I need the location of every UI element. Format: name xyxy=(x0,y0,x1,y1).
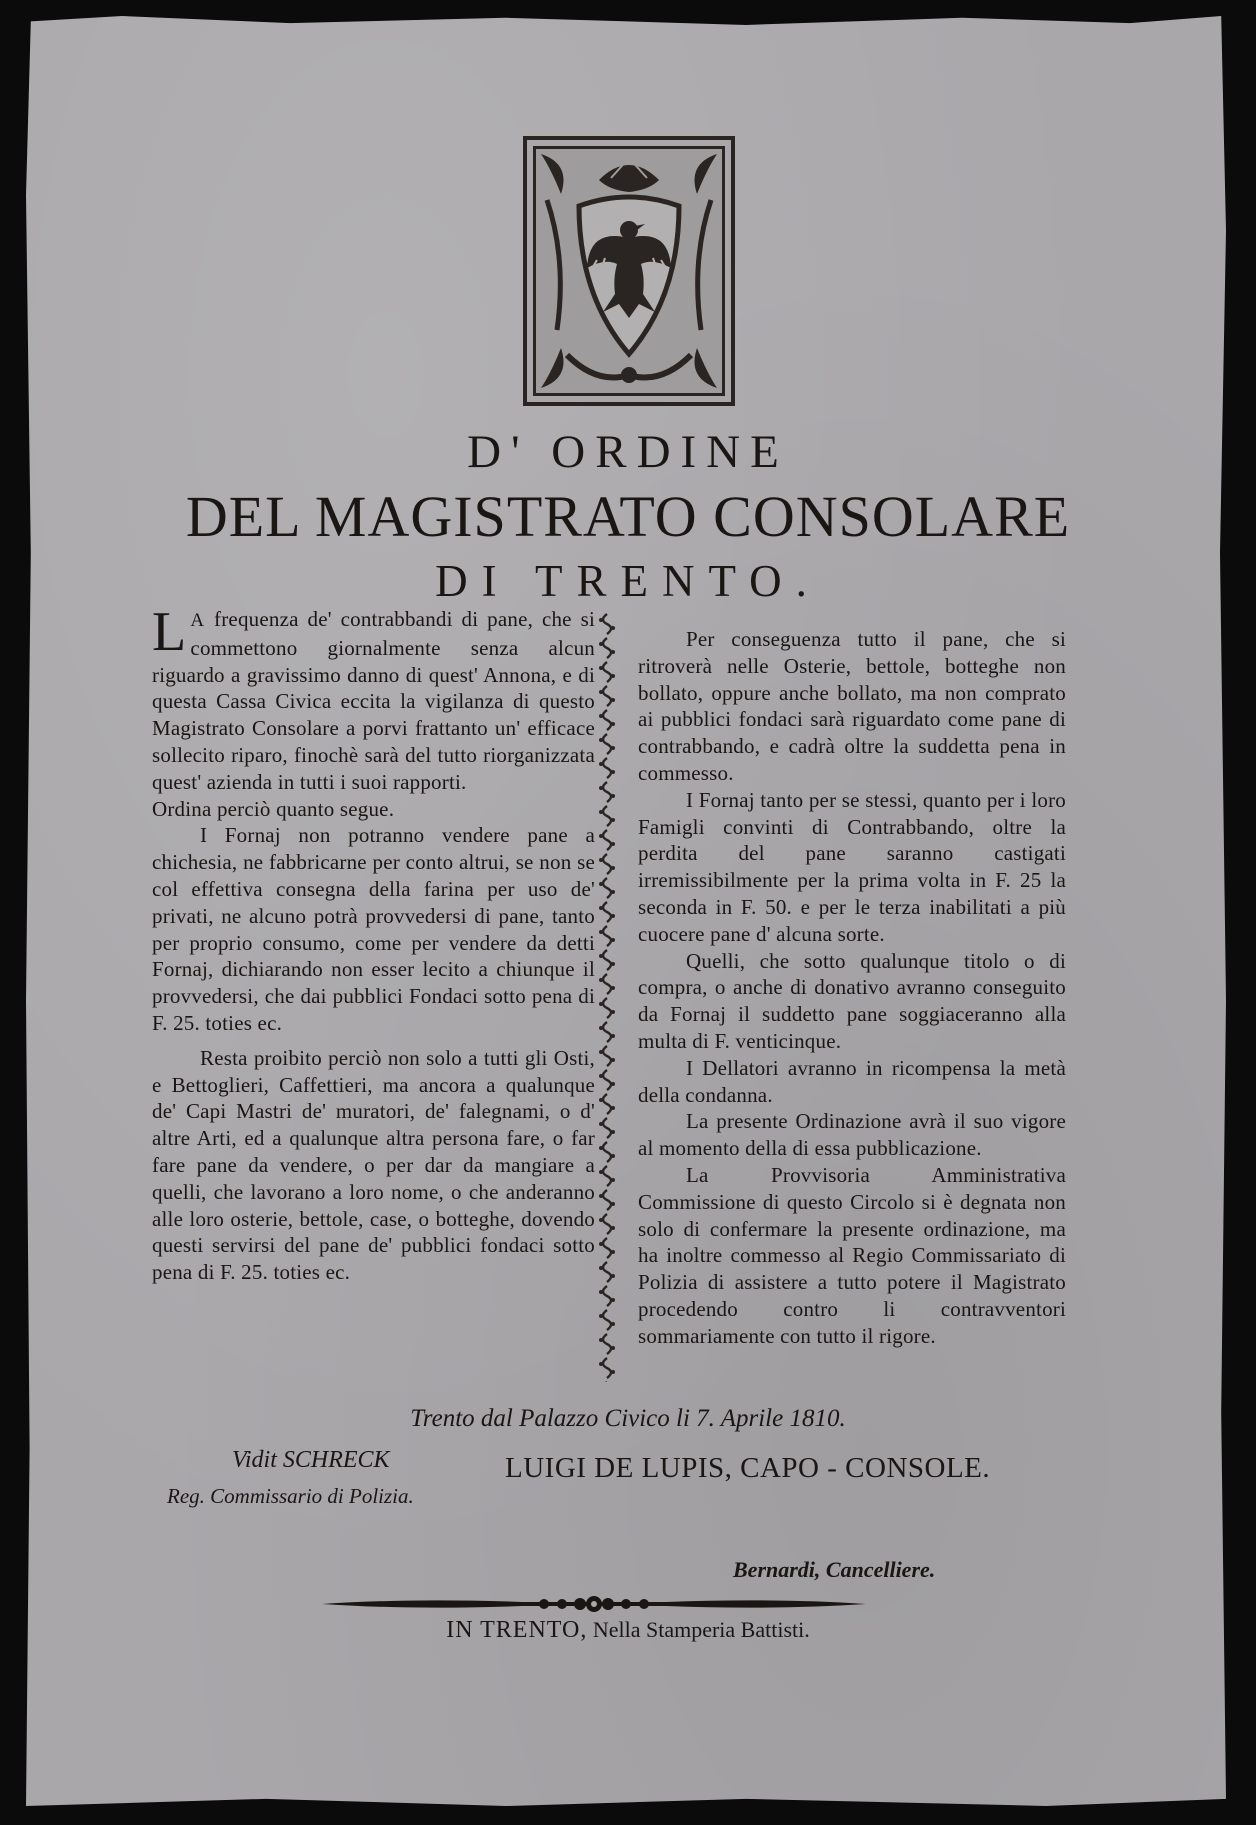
paragraph-intro xyxy=(152,601,595,796)
first-word-rest: A xyxy=(190,610,206,631)
vidit-signature: Vidit SCHRECK xyxy=(232,1447,390,1473)
paragraph-presente-ordinazione: La presente Ordinazione avrà il suo vigore al momento della di essa pubblicazione. xyxy=(638,1109,1066,1161)
paragraph-provvisoria: La Provvisoria Amministrativa Commissione di questo Circolo si è degnata non solo di confermare la presente ordinazione, ma ha inoltre commesso al Regio Commissariato di Polizia di assistere a tutto potere il Magistrato procedendo contro li contravventori sommariamente con tutto il rigore. xyxy=(638,1162,1066,1348)
printer-name: Nella Stamperia Battisti. xyxy=(587,1617,810,1642)
floral-vertical-divider xyxy=(596,612,618,1382)
heading-d-ordine: D' ORDINE xyxy=(467,426,789,478)
eagle-coat-of-arms-icon xyxy=(523,136,735,406)
chancellor-signature: Bernardi, Cancelliere. xyxy=(733,1557,936,1582)
paragraph-fornaj-stessi: I Fornaj tanto per se stessi, quanto per i loro Famigli convinti di Contrabbando, oltre la perdita del pane saranno castigati irremissibilmente per la prima volta in F. 25 la seconda in F. 50. e per le terza inabilitati a più cuocere pane d' alcuna sorte. xyxy=(638,787,1066,946)
ornamental-rule xyxy=(322,1592,866,1616)
printer-line xyxy=(0,1617,1256,1644)
heading-magistrato: DEL MAGISTRATO CONSOLARE xyxy=(185,484,1071,549)
paragraph-quelli: Quelli, che sotto qualunque titolo o di compra, o anche di donativo avranno conseguito da Fornaj il suddetto pane soggiaceranno alla multa di F. venticinque. xyxy=(638,948,1066,1053)
place-and-date: Trento dal Palazzo Civico li 7. Aprile 1810. xyxy=(410,1405,846,1432)
drop-cap: L xyxy=(152,601,187,663)
heading-di-trento: DI TRENTO. xyxy=(435,556,821,606)
left-column xyxy=(152,601,595,1286)
signer-name: LUIGI DE LUPIS, CAPO - CONSOLE. xyxy=(505,1452,991,1484)
right-column xyxy=(638,626,1066,1350)
paragraph-per-conseguenza: Per conseguenza tutto il pane, che si ritroverà nelle Osterie, bettole, botteghe non bollato, oppure anche bollato, ma non comprato ai pubblici fondaci sarà riguardato come pane di contrabbando, e cadrà oltre la suddetta pena in commesso. xyxy=(638,627,1066,785)
printer-city: IN TRENTO, xyxy=(446,1617,588,1643)
paragraph-ordina: Ordina perciò quanto segue. xyxy=(152,796,395,821)
vidit-title: Reg. Commissario di Polizia. xyxy=(167,1484,414,1508)
paragraph-intro-text: frequenza de' contrabbandi di pane, che si commettono giornalmente senza alcun riguardo a gravissimo danno di quest' Annona, e di questa Cassa Civica eccita la vigilanza di questo Magistrato Consolare a porvi frattanto un' efficace sollecito riparo, finochè sarà del tutto riorganizzata quest' azienda in tutti i suoi rapporti. xyxy=(152,607,595,794)
paragraph-dellatori: I Dellatori avranno in ricompensa la metà della condanna. xyxy=(638,1055,1066,1107)
paragraph-fornaj: I Fornaj non potranno vendere pane a chichesia, ne fabbricarne per conto altrui, se non se col effettiva consegna della farina per uso de' privati, ne alcuno potrà provvedersi di pane, tanto per proprio consumo, come per vendere da detti Fornaj, dichiarando non esser lecito a chiunque il provvedersi, che dai pubblici Fondaci sotto pena di F. 25. toties ec. xyxy=(152,823,595,1035)
paragraph-resta-proibito: Resta proibito perciò non solo a tutti gli Osti, e Bettoglieri, Caffettieri, ma ancora a qualunque de' Capi Mastri de' muratori, de' falegnami, o d' altre Arti, ed a qualunque altra persona fare, o far fare pane da vendere, o per dar da mangiare a quelli, che lavorano a loro nome, o che anderanno alle loro osterie, bettole, case, o botteghe, dovendo questi servirsi del pane de' pubblici fondaci sotto pena di F. 25. toties ec. xyxy=(152,1045,595,1285)
